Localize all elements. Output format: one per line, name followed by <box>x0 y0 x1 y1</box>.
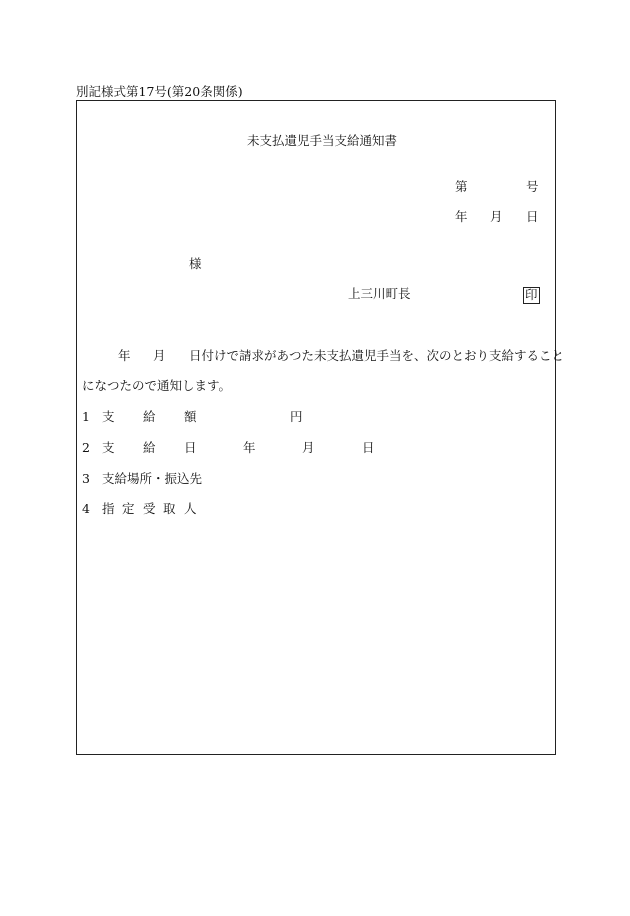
seal-mark: 印 <box>525 287 538 302</box>
addressee-suffix: 様 <box>189 256 202 271</box>
item-label-char: 支 <box>102 409 115 424</box>
form-label: 別記様式第17号(第20条関係) <box>76 84 243 99</box>
body-month: 月 <box>153 348 166 363</box>
body-line2: になつたので通知します。 <box>82 378 232 393</box>
number-suffix: 号 <box>526 179 539 194</box>
payment-year: 年 <box>243 440 256 455</box>
date-year: 年 <box>455 209 468 224</box>
body-year: 年 <box>118 348 131 363</box>
item-number: 3 <box>82 471 90 486</box>
item-label-char: 指 <box>102 501 115 516</box>
document-title: 未支払遺児手当支給通知書 <box>247 133 398 148</box>
item-number: 4 <box>82 501 90 516</box>
item-label-char: 人 <box>184 501 197 516</box>
payment-day: 日 <box>362 440 375 455</box>
item-label-char: 支 <box>102 440 115 455</box>
item-label-char: 額 <box>184 409 197 424</box>
item-label-char: 給 <box>143 440 156 455</box>
date-day: 日 <box>526 209 539 224</box>
item-label: 支給場所・振込先 <box>102 471 203 486</box>
item-number: 2 <box>82 440 90 455</box>
issuer-name: 上三川町長 <box>348 286 411 301</box>
body-line1: 日付けで請求があつた未支払遺児手当を、次のとおり支給すること <box>189 348 565 363</box>
number-prefix: 第 <box>455 179 468 194</box>
item-label-char: 受 <box>143 501 156 516</box>
payment-month: 月 <box>302 440 315 455</box>
document-frame <box>76 100 556 755</box>
item-label-char: 定 <box>122 501 135 516</box>
amount-unit: 円 <box>290 409 303 424</box>
date-month: 月 <box>490 209 503 224</box>
item-label-char: 給 <box>143 409 156 424</box>
item-label-char: 取 <box>163 501 176 516</box>
item-number: 1 <box>82 409 90 424</box>
item-label-char: 日 <box>184 440 197 455</box>
